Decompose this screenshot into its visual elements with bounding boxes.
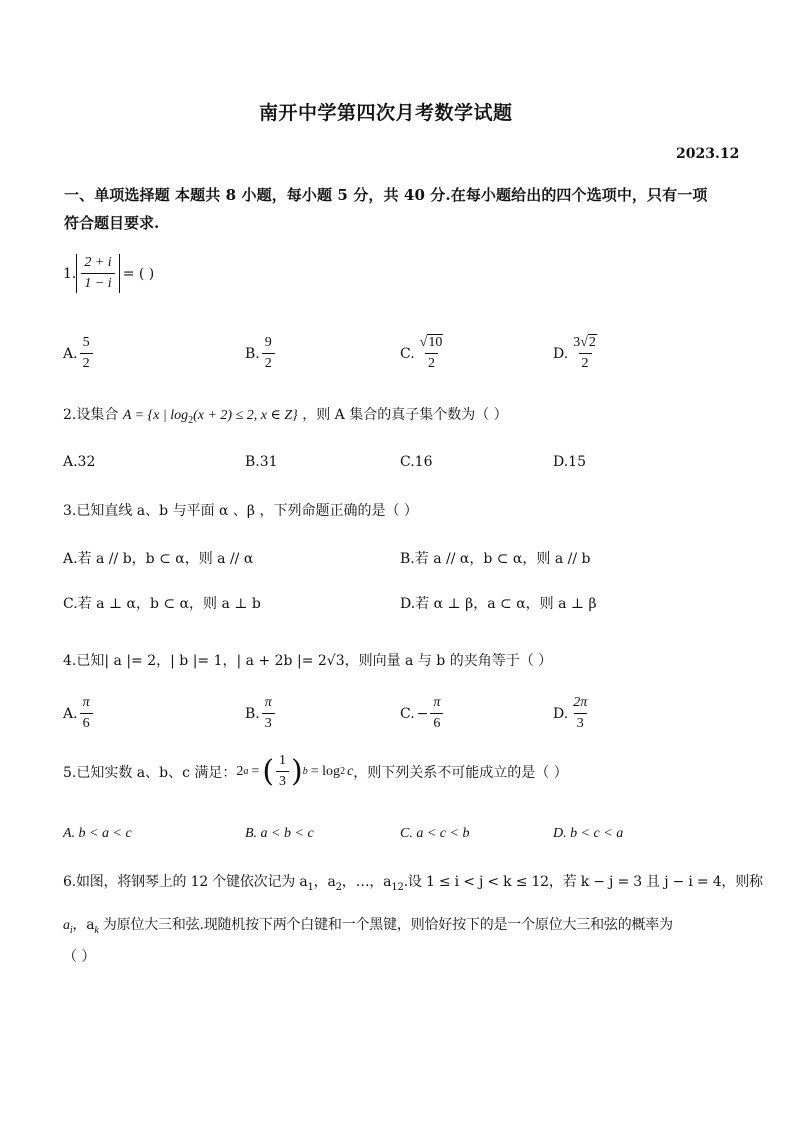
denominator: 6: [430, 713, 443, 733]
numerator: 2π: [573, 695, 588, 710]
page-title: 南开中学第四次月考数学试题: [259, 102, 513, 124]
fraction: [81, 254, 114, 293]
section-heading: 一、单项选择题 本题共 8 小题，每小题 5 分，共 40 分.在每小题给出的四个选项中，只有一项: [64, 186, 708, 204]
log-argument: c: [347, 763, 354, 779]
q5-option-d: D. b < c < a: [553, 826, 624, 841]
denominator: 2: [579, 353, 592, 373]
fraction: [570, 334, 600, 373]
q6-text: .设 1 ≤ i < j < k ≤ 12，若 k − j = 3 且 j − i = 4，则称: [403, 874, 763, 890]
abs-value: [76, 254, 119, 293]
section-heading-cont: 符合题目要求.: [64, 214, 160, 232]
radicand: 10: [428, 335, 443, 350]
paren-exponent: b: [302, 766, 308, 777]
q1-option-c: [400, 334, 448, 373]
exam-date: 2023.12: [676, 146, 740, 162]
question-1-number: 1.: [63, 265, 77, 282]
fraction: [80, 694, 93, 733]
radicand: 2: [588, 335, 596, 350]
q6-text: 为原位大三和弦.现随机按下两个白键和一个黑键，则恰好按下的是一个原位大三和弦的概率为: [98, 917, 673, 933]
question-6-line-1: [63, 871, 763, 893]
log-expression: = log: [310, 763, 341, 779]
fraction: [570, 694, 590, 733]
question-2-suffix: ，则 A 集合的真子集个数为（ ）: [302, 407, 508, 423]
q5-option-b: B. a < b < c: [245, 826, 314, 841]
subscript: 12: [391, 882, 404, 893]
q2-option-b: B.31: [245, 454, 278, 470]
numerator: π: [82, 695, 90, 710]
option-label: C.: [400, 705, 415, 722]
numerator: 1: [279, 753, 287, 768]
numerator: π: [264, 695, 272, 710]
fraction: [430, 694, 443, 733]
option-label: A.: [63, 345, 78, 362]
power-exponent: a: [243, 766, 249, 777]
option-label: A.: [63, 705, 78, 722]
q6-text: ，a: [313, 874, 336, 890]
q4-option-a: [63, 694, 95, 733]
question-6-line-3: （ ）: [63, 949, 96, 965]
left-paren: (: [262, 754, 275, 789]
question-2-prefix: 2.设集合: [63, 407, 119, 423]
q2-option-d: D.15: [553, 454, 586, 470]
fraction: [276, 752, 289, 791]
numerator: 2 + i: [84, 255, 112, 270]
denominator: 6: [80, 713, 93, 733]
subscript: 2: [335, 882, 342, 893]
option-label: B.: [245, 705, 260, 722]
option-label: D.: [553, 345, 569, 362]
q6-text: ，…，a: [341, 874, 392, 890]
q2-option-c: C.16: [400, 454, 433, 470]
question-1: [63, 254, 154, 293]
question-6-line-2: [63, 914, 673, 936]
option-label: D.: [553, 705, 569, 722]
denominator: 2: [80, 353, 93, 373]
subscript: 1: [307, 882, 314, 893]
set-expression: A = {x | log: [122, 408, 189, 423]
numerator: 5: [82, 335, 90, 350]
question-5: 5.已知实数 a、b、c 满足： 2 a = ( $\frac{1}{3}$ ) b = log 2 c ，则下列关系不可能成立的是（ ）: [63, 753, 568, 789]
q6-text: 6.如图，将钢琴上的 12 个键依次记为 a: [63, 874, 308, 890]
denominator: 3: [262, 713, 275, 733]
numerator: √10: [419, 335, 443, 350]
question-5-prefix: 5.已知实数 a、b、c 满足：: [63, 764, 237, 781]
option-label: B.: [245, 345, 260, 362]
fraction: [262, 334, 275, 373]
q3-option-b: B.若 a // α，b ⊂ α，则 a // b: [400, 551, 591, 567]
power-base: 2: [236, 763, 244, 779]
q3-option-d: D.若 α ⊥ β，a ⊂ α，则 a ⊥ β: [400, 596, 597, 612]
q3-option-c: C.若 a ⊥ α，b ⊂ α，则 a ⊥ b: [63, 596, 261, 612]
question-4: 4.已知| a |= 2，| b |= 1，| a + 2b |= 2√3，则向量 a 与 b 的夹角等于（ ）: [63, 653, 553, 669]
numerator: π: [433, 695, 441, 710]
q6-text: ，a: [72, 917, 95, 933]
denominator: 2: [425, 353, 438, 373]
question-1-tail: = ( ): [122, 265, 155, 282]
question-3: 3.已知直线 a、b 与平面 α 、β ，下列命题正确的是（ ）: [63, 503, 418, 519]
question-2: [63, 404, 508, 426]
option-sign: −: [416, 705, 429, 722]
numerator: 9: [264, 335, 272, 350]
numerator: 3√2: [573, 335, 596, 350]
denominator: 1 − i: [81, 273, 114, 293]
log-base: 2: [340, 766, 346, 777]
q1-option-d: [553, 334, 602, 373]
fraction: [262, 694, 275, 733]
q4-option-b: [245, 694, 277, 733]
q2-option-a: A.32: [63, 454, 96, 470]
q4-option-c: [400, 694, 445, 733]
q5-option-c: C. a < c < b: [400, 826, 470, 841]
q5-option-a: A. b < a < c: [63, 826, 132, 841]
fraction: [80, 334, 93, 373]
question-5-suffix: ，则下列关系不可能成立的是（ ）: [353, 764, 568, 781]
denominator: 2: [262, 353, 275, 373]
subscript: i: [69, 925, 73, 936]
set-expression-tail: (x + 2) ≤ 2, x ∈ Z}: [193, 408, 298, 423]
log-base: 2: [188, 415, 194, 426]
coefficient: 3: [573, 335, 581, 350]
denominator: 3: [276, 771, 289, 791]
q6-text: a: [63, 918, 70, 933]
q1-option-b: [245, 334, 277, 373]
denominator: 3: [574, 713, 587, 733]
q4-option-d: [553, 694, 592, 733]
q1-option-a: [63, 334, 95, 373]
subscript: k: [94, 925, 99, 936]
option-label: C.: [400, 345, 415, 362]
right-paren: ): [291, 754, 303, 789]
fraction: [417, 334, 447, 373]
q3-option-a: A.若 a // b，b ⊂ α，则 a // α: [63, 551, 254, 567]
